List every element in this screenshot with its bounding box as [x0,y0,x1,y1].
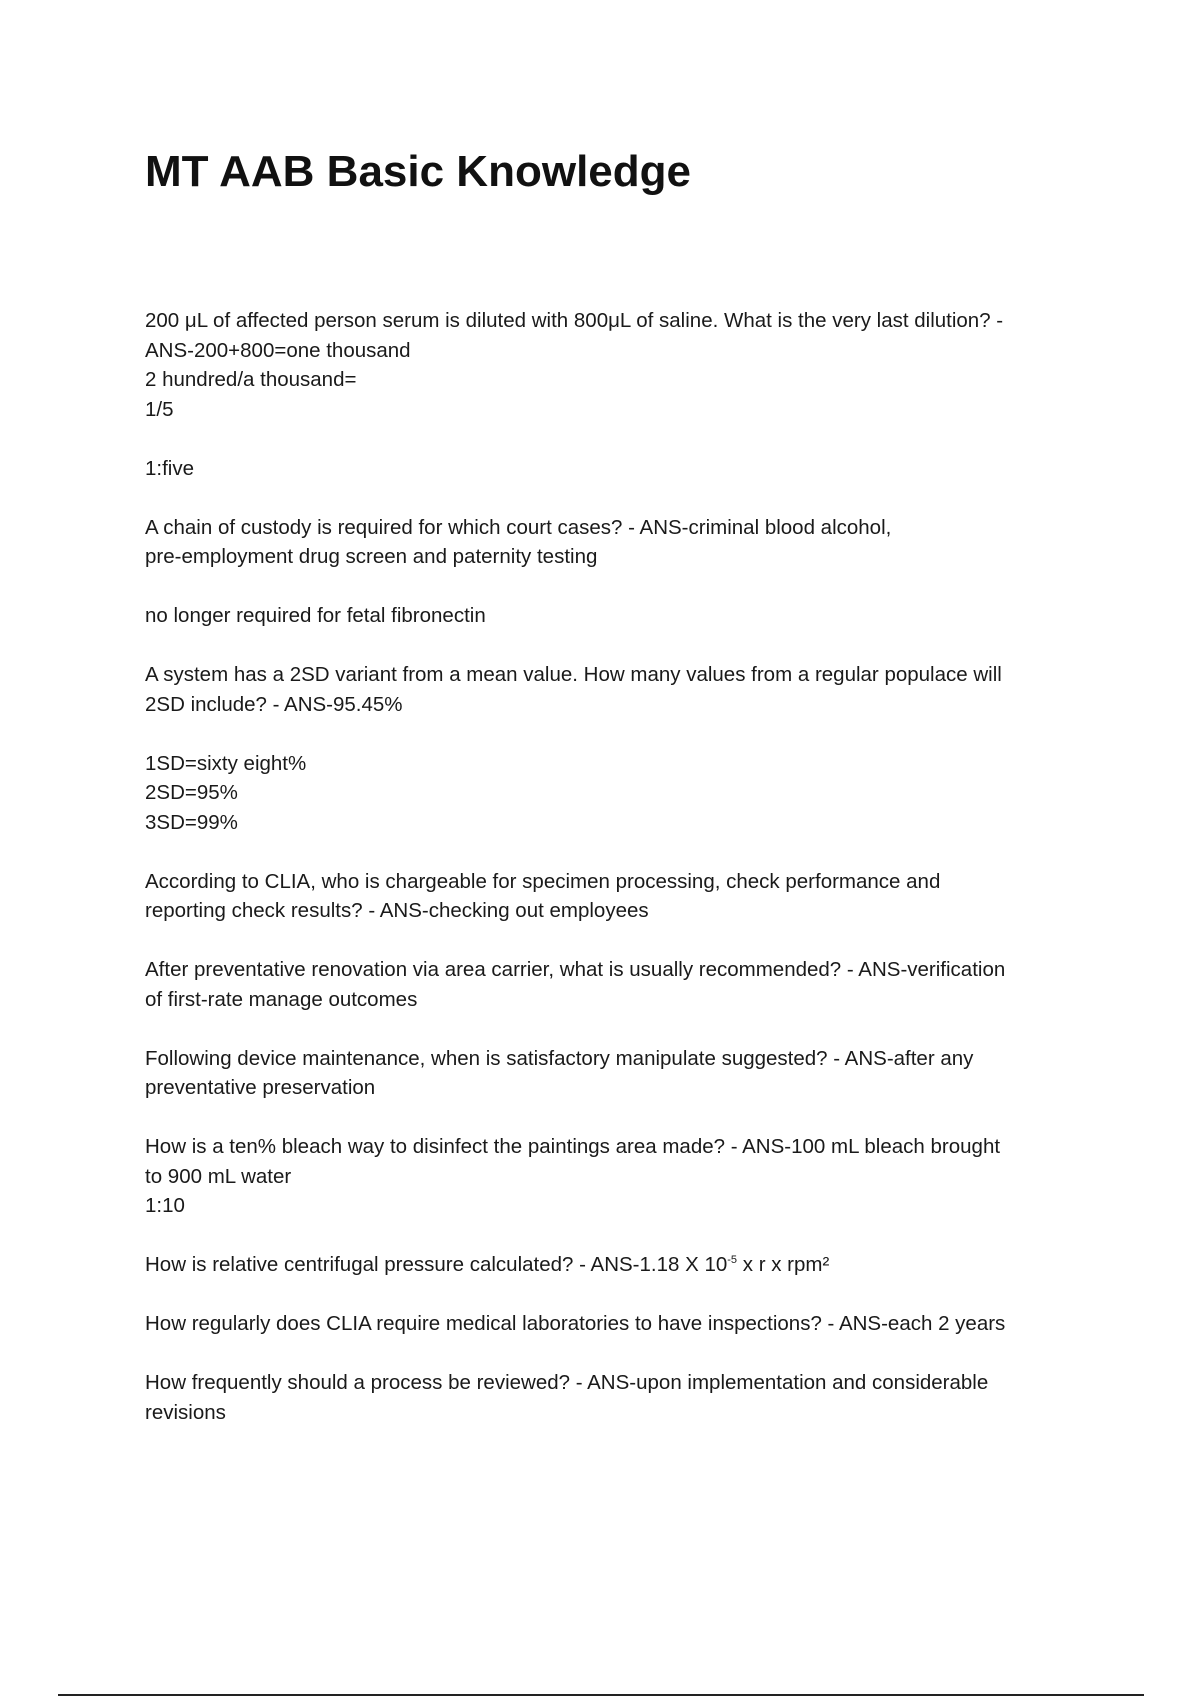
rcf-formula-prefix: How is relative centrifugal pressure calculated? - ANS-1.18 X 10 [145,1253,728,1276]
paragraph-gap [145,719,1090,749]
body-line: revisions [145,1400,226,1424]
body-line: A chain of custody is required for which court cases? - ANS-criminal blood alcohol, [145,515,892,539]
paragraph-gap [145,1221,1090,1251]
paragraph-gap [145,572,1090,602]
paragraph-gap [145,1339,1090,1369]
paragraph-gap [145,424,1090,454]
body-line: 3SD=99% [145,810,238,834]
body-line: Following device maintenance, when is satisfactory manipulate suggested? - ANS-after any [145,1046,974,1070]
rcf-formula-line [145,1250,1090,1280]
body-line: A system has a 2SD variant from a mean value. How many values from a regular populace will [145,663,1002,686]
body-line: 1/5 [145,397,174,421]
paragraph-gap [145,837,1090,867]
body-line: According to CLIA, who is chargeable for specimen processing, check performance and [145,869,941,893]
paragraph-gap [145,1280,1090,1310]
body-line: 2 hundred/a thousand= [145,368,357,391]
document-body [145,306,1090,1427]
body-line: of first-rate manage outcomes [145,987,418,1011]
paragraph-gap [145,926,1090,956]
body-line: 2SD=95% [145,781,238,804]
body-line: no longer required for fetal fibronectin [145,604,486,627]
rcf-formula-exponent: -5 [727,1254,738,1266]
paragraph-gap [145,483,1090,513]
body-line: After preventative renovation via area carrier, what is usually recommended? - ANS-verification [145,958,1006,981]
body-line: 1:five [145,456,194,480]
body-line: pre-employment drug screen and paternity testing [145,545,598,568]
body-line: 2SD include? - ANS-95.45% [145,692,403,716]
body-line: 200 μL of affected person serum is diluted with 800μL of saline. What is the very last dilution? - [145,309,1004,332]
paragraph-gap [145,631,1090,661]
rcf-formula-suffix: x r x rpm² [737,1253,830,1276]
body-line: to 900 mL water [145,1164,292,1188]
document-title: MT AAB Basic Knowledge [145,147,691,196]
paragraph-gap [145,1014,1090,1044]
body-line: 1SD=sixty eight% [145,751,307,775]
body-line: reporting check results? - ANS-checking out employees [145,899,649,922]
paragraph-gap [145,1103,1090,1133]
body-line: 1:10 [145,1194,185,1217]
body-line: preventative preservation [145,1076,376,1099]
body-line: How regularly does CLIA require medical laboratories to have inspections? - ANS-each 2 years [145,1312,1006,1335]
body-line: How is a ten% bleach way to disinfect the paintings area made? - ANS-100 mL bleach brought [145,1135,1001,1158]
body-line: ANS-200+800=one thousand [145,338,411,362]
body-line: How frequently should a process be reviewed? - ANS-upon implementation and considerable [145,1371,989,1394]
footer-divider [58,1694,1144,1696]
